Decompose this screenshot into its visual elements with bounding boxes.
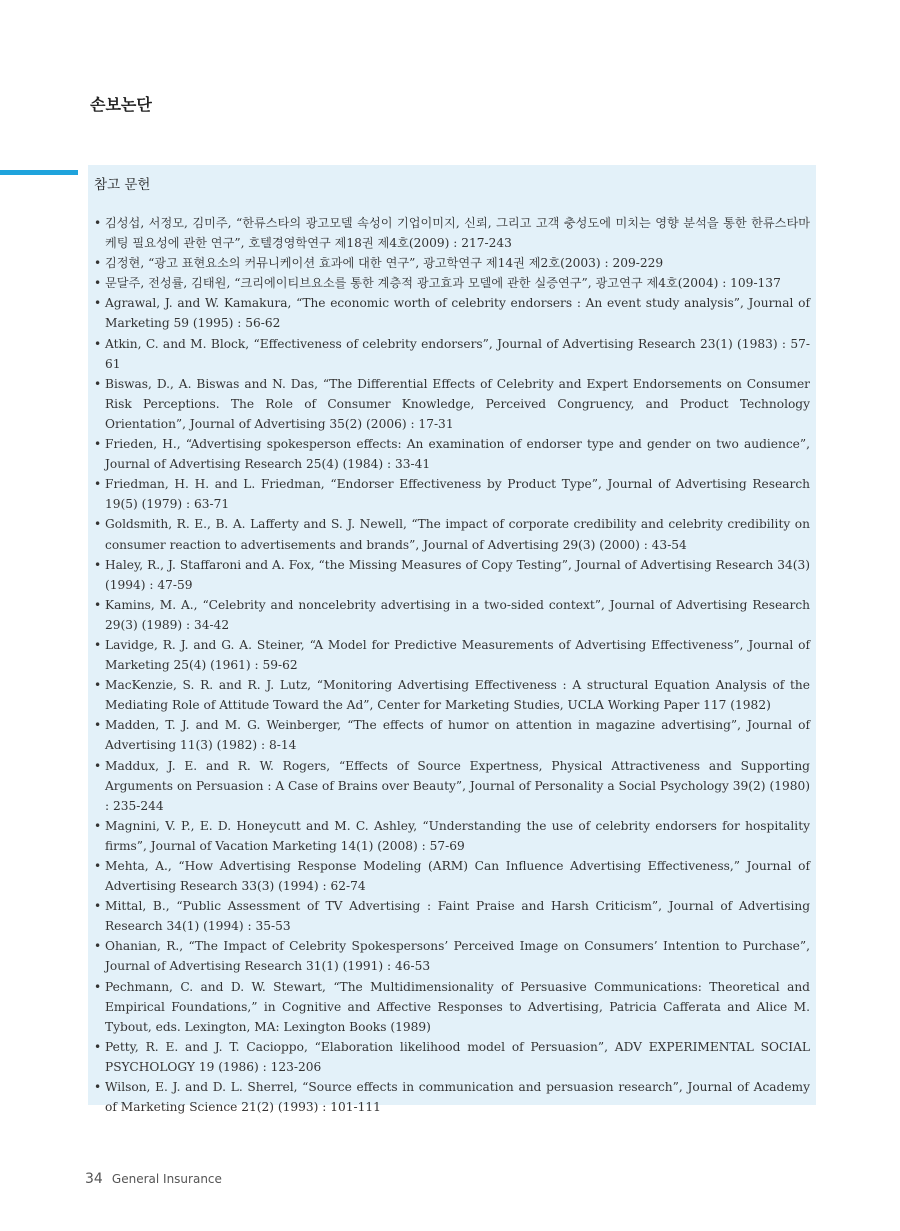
bullet-icon: •	[94, 477, 102, 492]
reference-text: Mehta, A., “How Advertising Response Modeling (ARM) Can Influence Advertising Effectiveness,” Journal of Advertising Research 33(3) (1994) : 62-74	[105, 859, 810, 894]
bullet-icon: •	[94, 437, 102, 452]
reference-item	[94, 1037, 810, 1077]
reference-text: Agrawal, J. and W. Kamakura, “The economic worth of celebrity endorsers : An event study analysis”, Journal of Marketing 59 (1995) : 56-62	[105, 296, 810, 331]
reference-text: Lavidge, R. J. and G. A. Steiner, “A Model for Predictive Measurements of Advertising Effectiveness”, Journal of Marketing 25(4) (1961) : 59-62	[105, 637, 810, 673]
reference-text: Madden, T. J. and M. G. Weinberger, “The effects of humor on attention in magazine advertising”, Journal of Advertising 11(3) (1982) : 8-14	[105, 718, 810, 753]
bullet-icon: •	[94, 296, 102, 311]
bullet-icon: •	[94, 1039, 102, 1054]
reference-item	[94, 675, 810, 715]
reference-item	[94, 334, 810, 374]
accent-bar	[0, 170, 78, 175]
reference-item	[94, 936, 810, 976]
reference-text: Atkin, C. and M. Block, “Effectiveness of celebrity endorsers”, Journal of Advertising Research 23(1) (1983) : 57-61	[105, 336, 810, 371]
reference-item	[94, 474, 810, 514]
reference-item	[94, 555, 810, 595]
bullet-icon: •	[94, 899, 102, 914]
reference-item	[94, 253, 810, 273]
bullet-icon: •	[94, 1080, 102, 1095]
bullet-icon: •	[94, 939, 102, 954]
bullet-icon: •	[94, 637, 102, 652]
page-number: 34	[85, 1171, 103, 1187]
reference-item	[94, 293, 810, 333]
reference-text: Pechmann, C. and D. W. Stewart, “The Multidimensionality of Persuasive Communications: Theoretical and Empirical Foundations,” in Cognitive and Affective Responses to Advertising, Patricia Cafferata and Alice M. Tybout, eds. Lexington, MA: Lexington Books (1989)	[105, 979, 810, 1034]
reference-text: Goldsmith, R. E., B. A. Lafferty and S. J. Newell, “The impact of corporate credibility and celebrity credibility on consumer reaction to advertisements and brands”, Journal of Advertising 29(3) (2000) : 43-54	[105, 517, 810, 552]
reference-item	[94, 715, 810, 755]
reference-item	[94, 273, 810, 293]
reference-text: MacKenzie, S. R. and R. J. Lutz, “Monitoring Advertising Effectiveness : A structural Equation Analysis of the Mediating Role of Attitude Toward the Ad”, Center for Marketing Studies, UCLA Working Paper 117 (1982)	[105, 678, 810, 713]
page-footer	[85, 1168, 222, 1187]
bullet-icon: •	[94, 979, 102, 994]
references-box	[88, 165, 816, 1115]
bullet-icon: •	[94, 758, 102, 773]
reference-item	[94, 756, 810, 816]
reference-text: Kamins, M. A., “Celebrity and noncelebrity advertising in a two-sided context”, Journal of Advertising Research 29(3) (1989) : 34-42	[105, 597, 810, 632]
bullet-icon: •	[94, 678, 102, 693]
references-heading: 참고 문헌	[94, 177, 151, 193]
reference-text: Frieden, H., “Advertising spokesperson effects: An examination of endorser type and gender on two audience”, Journal of Advertising Research 25(4) (1984) : 33-41	[105, 437, 810, 472]
bullet-icon: •	[94, 718, 102, 733]
bullet-icon: •	[94, 276, 102, 291]
reference-text: Wilson, E. J. and D. L. Sherrel, “Source effects in communication and persuasion research”, Journal of Academy of Marketing Science 21(2) (1993) : 101-111	[105, 1080, 810, 1115]
bullet-icon: •	[94, 818, 102, 833]
reference-text: Petty, R. E. and J. T. Cacioppo, “Elaboration likelihood model of Persuasion”, ADV EXPERIMENTAL SOCIAL PSYCHOLOGY 19 (1986) : 123-206	[105, 1039, 810, 1074]
reference-item	[94, 1077, 810, 1117]
bullet-icon: •	[94, 336, 102, 351]
reference-text: Magnini, V. P., E. D. Honeycutt and M. C. Ashley, “Understanding the use of celebrity endorsers for hospitality firms”, Journal of Vacation Marketing 14(1) (2008) : 57-69	[105, 818, 810, 853]
reference-item	[94, 977, 810, 1037]
references-list	[94, 213, 810, 1117]
reference-item	[94, 213, 810, 253]
reference-item	[94, 434, 810, 474]
reference-text: Haley, R., J. Staffaroni and A. Fox, “the Missing Measures of Copy Testing”, Journal of Advertising Research 34(3) (1994) : 47-59	[105, 557, 810, 592]
reference-item	[94, 816, 810, 856]
bullet-icon: •	[94, 216, 102, 230]
reference-text: 김정현, “광고 표현요소의 커뮤니케이션 효과에 대한 연구”, 광고학연구 제14권 제2호(2003) : 209-229	[105, 256, 664, 271]
bullet-icon: •	[94, 557, 102, 572]
bullet-icon: •	[94, 256, 102, 271]
reference-item	[94, 635, 810, 675]
reference-item	[94, 595, 810, 635]
publication-name: General Insurance	[111, 1172, 222, 1186]
bullet-icon: •	[94, 517, 102, 532]
bullet-icon: •	[94, 597, 102, 612]
reference-item	[94, 374, 810, 434]
reference-text: 김성섭, 서정모, 김미주, “한류스타의 광고모델 속성이 기업이미지, 신뢰, 그리고 고객 충성도에 미치는 영향 분석을 통한 한류스타마케팅 필요성에 관한 연구”, 호텔경영학연구 제18권 제4호(2009) : 217-243	[105, 216, 810, 251]
reference-text: Friedman, H. H. and L. Friedman, “Endorser Effectiveness by Product Type”, Journal of Advertising Research 19(5) (1979) : 63-71	[105, 477, 810, 512]
bullet-icon: •	[94, 859, 102, 873]
reference-item	[94, 514, 810, 554]
reference-text: Mittal, B., “Public Assessment of TV Advertising : Faint Praise and Harsh Criticism”, Journal of Advertising Research 34(1) (1994) : 35-53	[105, 899, 810, 934]
reference-text: Maddux, J. E. and R. W. Rogers, “Effects of Source Expertness, Physical Attractiveness and Supporting Arguments on Persuasion : A Case of Brains over Beauty”, Journal of Personality a Social Psychology 39(2) (1980) : 235-244	[105, 758, 810, 813]
reference-item	[94, 896, 810, 936]
reference-text: Ohanian, R., “The Impact of Celebrity Spokespersons’ Perceived Image on Consumers’ Intention to Purchase”, Journal of Advertising Research 31(1) (1991) : 46-53	[105, 939, 810, 974]
section-title: 손보논단	[90, 95, 152, 114]
reference-text: Biswas, D., A. Biswas and N. Das, “The Differential Effects of Celebrity and Expert Endorsements on Consumer Risk Perceptions. The Role of Consumer Knowledge, Perceived Congruency, and Product Technology Orientation”, Journal of Advertising 35(2) (2006) : 17-31	[105, 376, 810, 431]
bullet-icon: •	[94, 376, 102, 391]
reference-text: 문달주, 전성률, 김태원, “크리에이티브요소를 통한 계층적 광고효과 모델에 관한 실증연구”, 광고연구 제4호(2004) : 109-137	[105, 276, 781, 291]
reference-item	[94, 856, 810, 896]
